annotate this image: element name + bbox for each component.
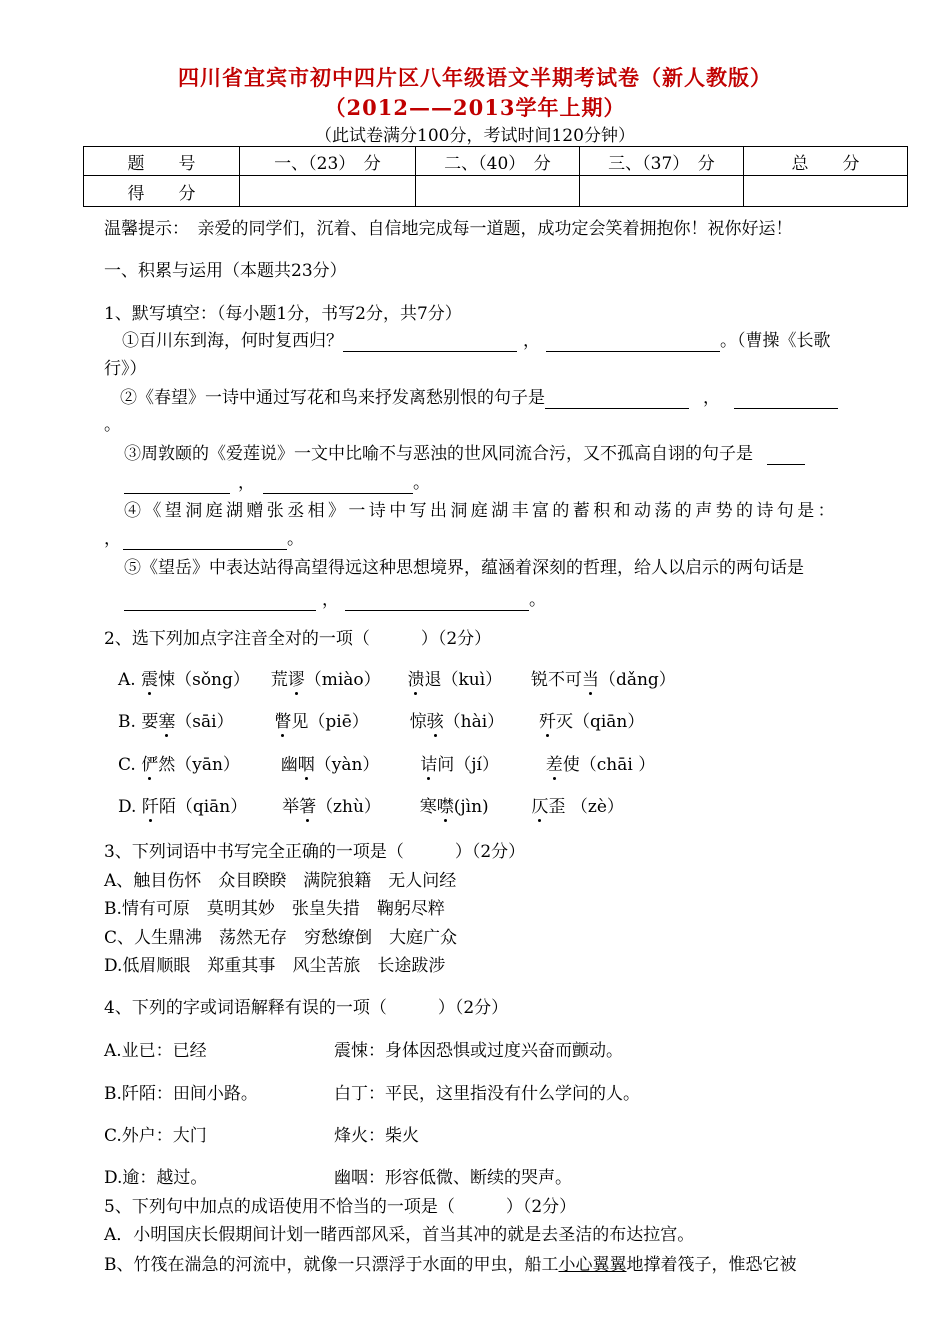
answer-blank[interactable] [546, 333, 720, 352]
char: 举 [282, 797, 300, 817]
q4-option-c-2: 烽火：柴火 [334, 1126, 419, 1146]
item-text: 。 [413, 473, 430, 493]
q2-option-d[interactable] [118, 796, 624, 818]
item-text: ， [322, 590, 339, 610]
option-text: 地撑着筏子，惟恐它被 [626, 1255, 797, 1275]
pinyin: 然（yān） [158, 755, 240, 775]
item-text: ， [104, 529, 121, 549]
option-letter: B. [118, 712, 136, 732]
item-text: 。（曹操《长歌 [720, 331, 831, 351]
option-letter: A. [118, 670, 136, 690]
dotted-char: 震 [141, 670, 159, 690]
score-header-cell: 题 号 [84, 147, 240, 176]
q5-option-b[interactable] [104, 1254, 797, 1276]
pinyin: 陌（qiān） [158, 797, 248, 817]
item-text: ， [523, 331, 540, 351]
score-header-cell: 三、（37） 分 [580, 147, 744, 176]
pinyin: （dǎng） [598, 670, 676, 690]
answer-blank[interactable] [545, 390, 689, 409]
question-1-stem: 1、默写填空：（每小题1分，书写2分，共7分） [104, 304, 462, 324]
dotted-char: 阡 [141, 797, 159, 817]
pinyin: （hài） [443, 712, 505, 732]
q3-option-a[interactable]: A、触目伤怀 众目睽睽 满院狼籍 无人问经 [104, 871, 457, 891]
pinyin: 问（jí） [437, 755, 499, 775]
item-text: ， [238, 473, 255, 493]
dotted-char: 歼 [538, 712, 556, 732]
q1-item-4: ④《望洞庭湖赠张丞相》一诗中写出洞庭湖丰富的蓄积和动荡的声势的诗句是： [124, 501, 838, 521]
dotted-char: 塞 [158, 712, 176, 732]
tip-text: 温馨提示： 亲爱的同学们，沉着、自信地完成每一道题，成功定会笑着拥抱你！祝你好运！ [104, 219, 793, 239]
score-input-cell[interactable] [416, 176, 580, 207]
dotted-char: 仄 [531, 797, 549, 817]
q1-item-5-cont [124, 589, 546, 611]
pinyin: （miào） [304, 670, 381, 690]
q3-option-b[interactable]: B.情有可原 莫明其妙 张皇失措 鞠躬尽粹 [104, 899, 445, 919]
pinyin: （zhù） [316, 797, 381, 817]
q5-option-a[interactable]: A．小明国庆长假期间计划一睹西部风采，首当其冲的就是去圣洁的布达拉宫。 [104, 1225, 695, 1245]
score-row-label: 得 分 [84, 176, 240, 207]
q1-item-5: ⑤《望岳》中表达站得高望得远这种思想境界，蕴涵着深刻的哲理，给人以启示的两句话是 [124, 558, 804, 578]
dotted-char: 谬 [287, 670, 305, 690]
option-letter: C. [118, 755, 136, 775]
char: 悚 [158, 670, 176, 690]
dotted-char: 骇 [426, 712, 444, 732]
pinyin: 灭（qiān） [555, 712, 645, 732]
q2-option-a[interactable] [118, 669, 676, 691]
pinyin: （yàn） [314, 755, 380, 775]
q4-option-d-2: 幽咽：形容低微、断续的哭声。 [334, 1168, 572, 1188]
q4-option-c[interactable]: C.外户：大门 [104, 1126, 207, 1146]
option-text: B、竹筏在湍急的河流中，就像一只漂浮于水面的甲虫，船工 [104, 1255, 559, 1275]
option-letter: D. [118, 797, 137, 817]
pinyin: （sǒng） [175, 670, 250, 690]
char: 要 [141, 712, 159, 732]
char: 惊 [409, 712, 427, 732]
answer-blank[interactable] [124, 592, 316, 611]
dotted-char: 诘 [420, 755, 438, 775]
score-input-cell[interactable] [240, 176, 416, 207]
score-table [83, 146, 908, 207]
question-2-stem: 2、选下列加点字注音全对的一项（ ）（2分） [104, 629, 492, 649]
char: 锐不可 [530, 670, 582, 690]
dotted-char: 当 [581, 670, 599, 690]
pinyin: 歪 （zè） [548, 797, 624, 817]
q1-item-2-end: 。 [104, 415, 121, 435]
q1-item-1-cont: 行》） [104, 359, 147, 379]
score-input-cell[interactable] [744, 176, 908, 207]
item-text: 。 [529, 590, 546, 610]
answer-blank[interactable] [345, 592, 529, 611]
question-3-stem: 3、下列词语中书写完全正确的一项是（ ）（2分） [104, 842, 526, 862]
exam-year: （2012——2013学年上期） [324, 95, 626, 120]
score-header-cell: 总 分 [744, 147, 908, 176]
score-input-cell[interactable] [580, 176, 744, 207]
answer-blank[interactable] [123, 531, 287, 550]
answer-blank[interactable] [767, 446, 805, 465]
dotted-char: 咽 [297, 755, 315, 775]
pinyin: 见（piē） [291, 712, 369, 732]
underlined-idiom: 小心翼翼 [558, 1255, 627, 1275]
dotted-char: 溃 [407, 670, 425, 690]
q4-option-a-2: 震悚：身体因恐惧或过度兴奋而颤动。 [334, 1041, 623, 1061]
q3-option-c[interactable]: C、人生鼎沸 荡然无存 穷愁缭倒 大庭广众 [104, 928, 458, 948]
q4-option-b-2: 白丁：平民，这里指没有什么学问的人。 [334, 1084, 640, 1104]
q1-item-2 [120, 387, 838, 409]
q4-option-b[interactable]: B.阡陌：田间小路。 [104, 1084, 258, 1104]
char: 荒 [270, 670, 288, 690]
char: 幽 [280, 755, 298, 775]
q1-item-1 [122, 330, 831, 352]
exam-subtitle: （此试卷满分100分，考试时间120分钟） [315, 126, 635, 146]
q1-item-3 [124, 443, 805, 465]
pinyin: 退（kuì） [424, 670, 503, 690]
q3-option-d[interactable]: D.低眉顺眼 郑重其事 风尘苦旅 长途跋涉 [104, 956, 446, 976]
pinyin: 使（chāi ） [562, 755, 656, 775]
q2-option-b[interactable] [118, 711, 644, 733]
exam-title: 四川省宜宾市初中四片区八年级语文半期考试卷（新人教版） [178, 65, 772, 90]
pinyin: (jìn) [453, 797, 489, 817]
dotted-char: 噤 [436, 797, 454, 817]
q4-option-a[interactable]: A.业已：已经 [104, 1041, 207, 1061]
item-text: ②《春望》一诗中通过写花和鸟来抒发离愁别恨的句子是 [120, 388, 545, 408]
dotted-char: 俨 [141, 755, 159, 775]
score-header-cell: 二、（40） 分 [416, 147, 580, 176]
q1-item-4-cont [104, 528, 304, 550]
dotted-char: 瞥 [274, 712, 292, 732]
score-header-cell: 一、（23） 分 [240, 147, 416, 176]
dotted-char: 差 [545, 755, 563, 775]
item-text: ①百川东到海，何时复西归？ [122, 331, 343, 351]
answer-blank[interactable] [343, 333, 517, 352]
answer-blank[interactable] [263, 475, 413, 494]
pinyin: （sāi） [175, 712, 234, 732]
question-5-stem: 5、下列句中加点的成语使用不恰当的一项是（ ）（2分） [104, 1197, 577, 1217]
item-text: ， [703, 388, 720, 408]
section-heading: 一、积累与运用（本题共23分） [104, 261, 347, 281]
dotted-char: 箸 [299, 797, 317, 817]
item-text: ③周敦颐的《爱莲说》一文中比喻不与恶浊的世风同流合污，又不孤高自诩的句子是 [124, 444, 753, 464]
q1-item-3-cont [124, 472, 430, 494]
item-text: 。 [287, 529, 304, 549]
answer-blank[interactable] [124, 475, 230, 494]
answer-blank[interactable] [734, 390, 838, 409]
char: 寒 [419, 797, 437, 817]
question-4-stem: 4、下列的字或词语解释有误的一项（ ）（2分） [104, 998, 509, 1018]
q2-option-c[interactable] [118, 754, 655, 776]
q4-option-d[interactable]: D.逾：越过。 [104, 1168, 208, 1188]
